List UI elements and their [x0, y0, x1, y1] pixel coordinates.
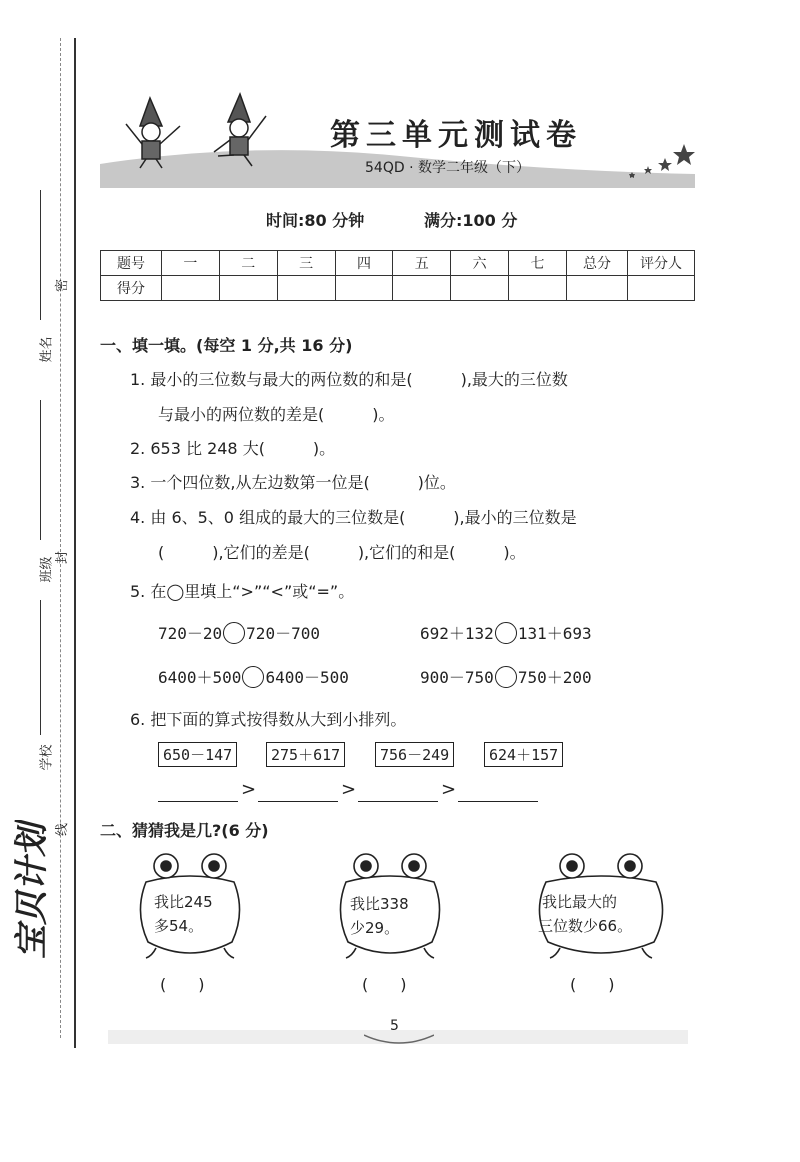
class-field[interactable] [40, 400, 41, 540]
binding-dashed-line [60, 38, 61, 1038]
expression-box: 650－147 [158, 742, 237, 767]
gt-symbol: > [341, 779, 357, 800]
question-6: 6. 把下面的算式按得数从大到小排列。 [130, 710, 407, 729]
brand-text: 宝贝计划 [12, 823, 52, 959]
gt-symbol: > [441, 779, 457, 800]
compare-circle[interactable] [495, 622, 517, 644]
gt-symbol: > [241, 779, 257, 800]
compare-item [420, 665, 592, 688]
footer-ornament [364, 1030, 434, 1044]
table-cell: 题号 [101, 251, 162, 276]
expr-right: 720－700 [246, 624, 320, 643]
table-cell: 一 [162, 251, 220, 276]
order-blank[interactable] [258, 783, 338, 802]
exam-time: 时间:80 分钟 [266, 211, 365, 230]
score-cell[interactable] [509, 276, 567, 301]
question-2: 2. 653 比 248 大( )。 [130, 439, 336, 458]
expr-left: 6400＋500 [158, 668, 242, 687]
page-subtitle: 54QD · 数学二年级（下） [365, 160, 530, 176]
expr-left: 692＋132 [420, 624, 494, 643]
score-cell[interactable] [219, 276, 277, 301]
table-cell: 五 [393, 251, 451, 276]
school-label: 学校 [39, 744, 55, 771]
table-cell: 评分人 [628, 251, 695, 276]
table-cell: 六 [451, 251, 509, 276]
expr-right: 750＋200 [517, 668, 592, 687]
question-1-line2: 与最小的两位数的差是( )。 [158, 405, 395, 424]
table-cell: 三 [277, 251, 335, 276]
score-table [100, 250, 695, 301]
question-5: 5. 在◯里填上“>”“<”或“=”。 [130, 582, 355, 601]
school-field[interactable] [40, 600, 41, 735]
expr-right: 6400－500 [265, 668, 349, 687]
frog-text-line2: 三位数少66。 [538, 917, 633, 935]
score-cell[interactable] [162, 276, 220, 301]
question-1-line1: 1. 最小的三位数与最大的两位数的和是( ),最大的三位数 [130, 370, 568, 389]
table-row [101, 276, 695, 301]
table-cell: 七 [509, 251, 567, 276]
compare-circle[interactable] [242, 666, 264, 688]
score-cell[interactable] [335, 276, 393, 301]
frog-text-line2: 少29。 [350, 919, 400, 937]
binding-solid-line [74, 38, 76, 1048]
question-3: 3. 一个四位数,从左边数第一位是( )位。 [130, 473, 456, 492]
compare-circle[interactable] [223, 622, 245, 644]
frog-text-line1: 我比最大的 [542, 893, 618, 911]
expression-box: 756－249 [375, 742, 454, 767]
compare-item [158, 621, 320, 644]
frog-card [328, 852, 452, 962]
seal-mi: 密 [55, 278, 71, 293]
class-label: 班级 [39, 556, 55, 583]
answer-blank[interactable]: ( ) [362, 975, 407, 994]
frog-text-line2: 多54。 [154, 917, 204, 935]
name-field[interactable] [40, 190, 41, 320]
table-cell: 二 [219, 251, 277, 276]
frog-card [528, 852, 674, 962]
frog-text-line1: 我比338 [350, 895, 409, 913]
full-score: 满分:100 分 [424, 211, 518, 230]
seal-xian: 线 [55, 822, 71, 837]
section1-title: 一、填一填。(每空 1 分,共 16 分) [100, 336, 353, 355]
score-cell[interactable] [277, 276, 335, 301]
name-label: 姓名 [39, 336, 55, 363]
score-cell[interactable] [567, 276, 628, 301]
table-cell: 得分 [101, 276, 162, 301]
score-cell[interactable] [393, 276, 451, 301]
question-4-line2: ( ),它们的差是( ),它们的和是( )。 [158, 543, 526, 562]
compare-item [420, 621, 592, 644]
question-4-line1: 4. 由 6、5、0 组成的最大的三位数是( ),最小的三位数是 [130, 508, 577, 527]
compare-item [158, 665, 349, 688]
expr-left: 720－20 [158, 624, 223, 643]
table-cell: 总分 [567, 251, 628, 276]
page-number: 5 [390, 1018, 399, 1034]
compare-circle[interactable] [495, 666, 517, 688]
frog-card [128, 852, 252, 962]
expression-box: 624＋157 [484, 742, 563, 767]
score-cell[interactable] [628, 276, 695, 301]
section2-title: 二、猜猜我是几?(6 分) [100, 821, 269, 840]
expr-right: 131＋693 [517, 624, 592, 643]
score-cell[interactable] [451, 276, 509, 301]
order-blank[interactable] [458, 783, 538, 802]
order-blank[interactable] [158, 783, 238, 802]
table-cell: 四 [335, 251, 393, 276]
expression-box: 275＋617 [266, 742, 345, 767]
frog-text-line1: 我比245 [154, 893, 213, 911]
brand-logo [6, 820, 54, 970]
answer-blank[interactable]: ( ) [160, 975, 205, 994]
page-title: 第三单元测试卷 [330, 118, 582, 153]
table-row [101, 251, 695, 276]
expr-left: 900－750 [420, 668, 494, 687]
seal-feng: 封 [55, 550, 71, 565]
order-blank[interactable] [358, 783, 438, 802]
answer-blank[interactable]: ( ) [570, 975, 615, 994]
